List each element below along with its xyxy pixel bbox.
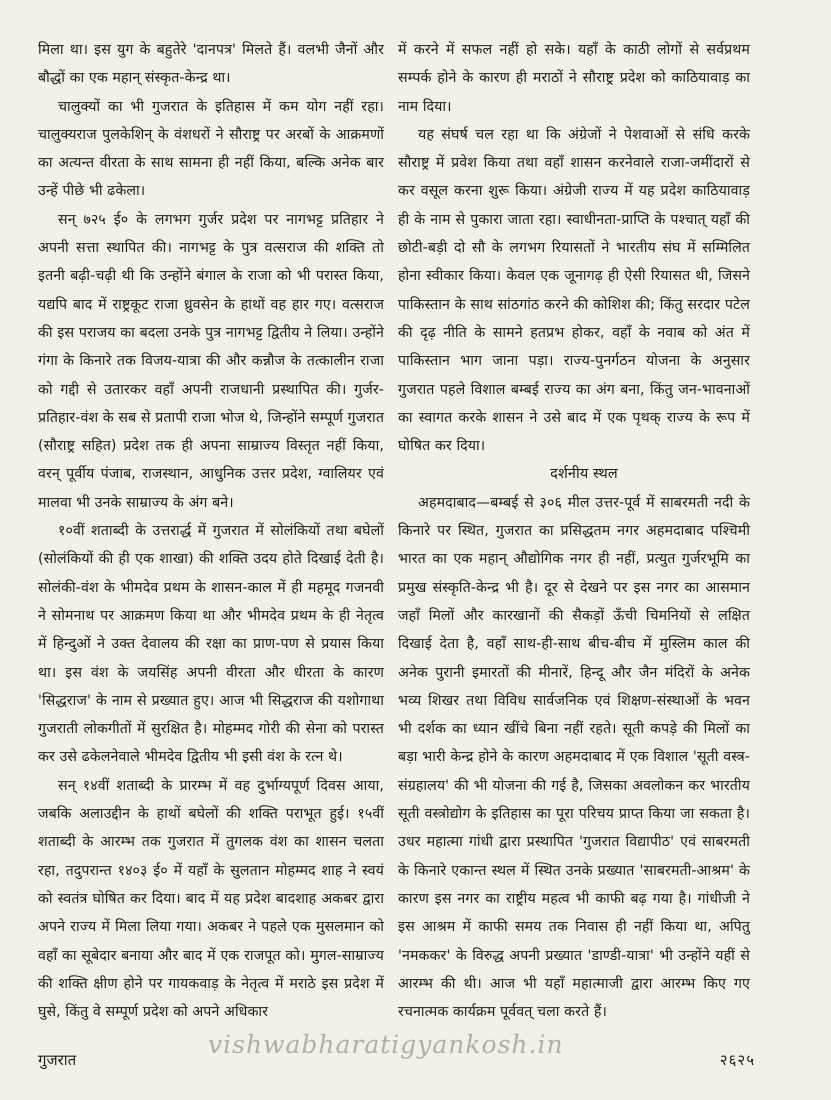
paragraph: सन् ७२५ ई० के लगभग गुर्जर प्रदेश पर नागभट्ट प्रतिहार ने अपनी सत्ता स्थापित की। नागभट्ट के पुत्र वत्सराज की शक्ति तो इतनी बढ़ी-चढ़ी थी कि उन्होंने बंगाल के राजा को भी परास्त किया, यद्यपि बाद में राष्ट्रकूट राजा ध्रुवसेन के हाथों वह हार गए। वत्सराज की इस पराजय का बदला उनके पुत्र नागभट्ट द्वितीय ने लिया। उन्होंने गंगा के किनारे तक विजय-यात्रा की और कन्नौज के तत्कालीन राजा को गद्दी से उतारकर वहाँ अपनी राजधानी प्रस्थापित की। गुर्जर-प्रतिहार-वंश के सब से प्रतापी राजा भोज थे, जिन्होंने सम्पूर्ण गुजरात (सौराष्ट्र सहित) प्रदेश तक ही अपना साम्राज्य विस्तृत नहीं किया, वरन् पूर्वीय पंजाब, राजस्थान, आधुनिक उत्तर प्रदेश, ग्वालियर एवं मालवा भी उनके साम्राज्य के अंग बने।	[38, 211, 385, 511]
paragraph: यह संघर्ष चल रहा था कि अंग्रेजों ने पेशवाओं से संधि करके सौराष्ट्र में प्रवेश किया तथा वहाँ शासन करनेवाले राजा-जमींदारों से कर वसूल करना शुरू किया। अंग्रेजी राज्य में यह प्रदेश काठियावाड़ ही के नाम से पुकारा जाता रहा। स्वाधीनता-प्राप्ति के पश्चात् यहाँ की छोटी-बड़ी दो सौ के लगभग रियासतों ने भारतीय संघ में सम्मिलित होना स्वीकार किया। केवल एक जूनागढ़ ही ऐसी रियासत थी, जिसने पाकिस्तान के साथ सांठगांठ करने की कोशिश की; किंतु सरदार पटेल की दृढ़ नीति के सामने हतप्रभ होकर, वहाँ के नवाब को अंत में पाकिस्तान भाग जाना पड़ा। राज्य-पुनर्गठन योजना के अनुसार गुजरात पहले विशाल बम्बई राज्य का अंग बना, किंतु जन-भावनाओं का स्वागत करके शासन ने उसे बाद में एक पृथक् राज्य के रूप में घोषित कर दिया।	[398, 126, 750, 455]
right-column	[398, 36, 750, 1026]
running-title: गुजरात	[38, 1051, 77, 1069]
paragraph: चालुक्यों का भी गुजरात के इतिहास में कम योग नहीं रहा। चालुक्यराज पुलकेशिन् के वंशधरों ने सौराष्ट्र पर अरबों के आक्रमणों का अत्यन्त वीरता के साथ सामना ही नहीं किया, बल्कि अनेक बार उन्हें पीछे भी ढकेला।	[38, 98, 384, 200]
paragraph: में करने में सफल नहीं हो सके। यहाँ के काठी लोगों से सर्वप्रथम सम्पर्क होने के कारण ही मराठों ने सौराष्ट्र प्रदेश को काठियावाड़ का नाम दिया।	[398, 42, 750, 115]
page-number: २६२५	[719, 1051, 755, 1069]
left-column	[38, 36, 384, 1026]
paragraph: अहमदाबाद—बम्बई से ३०६ मील उत्तर-पूर्व में साबरमती नदी के किनारे पर स्थित, गुजरात का प्रसिद्धतम नगर अहमदाबाद पश्चिमी भारत का एक महान् औद्योगिक नगर ही नहीं, प्रत्युत गुर्जरभूमि का प्रमुख संस्कृति-केन्द्र भी है। दूर से देखने पर इस नगर का आसमान जहाँ मिलों और कारखानों की सैकड़ों ऊँची चिमनियों से लक्षित दिखाई देता है, वहाँ साथ-ही-साथ बीच-बीच में मुस्लिम काल की अनेक पुरानी इमारतों की मीनारें, हिन्दू और जैन मंदिरों के अनेक भव्य शिखर तथा विविध सार्वजनिक एवं शिक्षण-संस्थाओं के भवन भी दर्शक का ध्यान खींचे बिना नहीं रहते। सूती कपड़े की मिलों का बड़ा भारी केन्द्र होने के कारण अहमदाबाद में एक विशाल 'सूती वस्त्र-संग्रहालय' की भी योजना की गई है, जिसका अवलोकन कर भारतीय सूती वस्त्रोद्योग के इतिहास का पूरा परिचय प्राप्त किया जा सकता है। उधर महात्मा गांधी द्वारा प्रस्थापित 'गुजरात विद्यापीठ' एवं साबरमती के किनारे एकान्त स्थल में स्थित उनके प्रख्यात 'साबरमती-आश्रम' के कारण इस नगर का राष्ट्रीय महत्व भी काफी बढ़ गया है। गांधीजी ने इस आश्रम में काफी समय तक निवास ही नहीं किया था, अपितु 'नमककर' के विरुद्ध अपनी प्रख्यात 'डाण्डी-यात्रा' भी उन्होंने यहीं से आरम्भ की थी। आज भी यहाँ महात्माजी द्वारा आरम्भ किए गए रचनात्मक कार्यक्रम पूर्ववत् चला करते हैं।	[398, 494, 750, 1021]
paragraph: सन् १४वीं शताब्दी के प्रारम्भ में वह दुर्भाग्यपूर्ण दिवस आया, जबकि अलाउद्दीन के हाथों बघेलों की शक्ति पराभूत हुई। १५वीं शताब्दी के आरम्भ तक गुजरात में तुगलक वंश का शासन चलता रहा, तदुपरान्त १४०३ ई० में यहाँ के सुलतान मोहम्मद शाह ने स्वयं को स्वतंत्र घोषित कर दिया। बाद में यह प्रदेश बादशाह अकबर द्वारा अपने राज्य में मिला लिया गया। अकबर ने पहले एक मुसलमान को वहाँ का सूबेदार बनाया और बाद में एक राजपूत को। मुगल-साम्राज्य की शक्ति क्षीण होने पर गायकवाड़ के नेतृत्व में मराठे इस प्रदेश में घुसे, किंतु वे सम्पूर्ण प्रदेश को अपने अधिकार	[38, 777, 384, 1021]
watermark: vishwabharatigyankosh.in	[208, 1030, 564, 1059]
paragraph: मिला था। इस युग के बहुतेरे 'दानपत्र' मिलते हैं। वलभी जैनों और बौद्धों का एक महान् संस्कृत-केन्द्र था।	[38, 42, 384, 87]
paragraph: १०वीं शताब्दी के उत्तरार्द्ध में गुजरात में सोलंकियों तथा बघेलों (सोलंकियों की ही एक शाखा) की शक्ति उदय होते दिखाई देती है। सोलंकी-वंश के भीमदेव प्रथम के शासन-काल में ही महमूद गजनवी ने सोमनाथ पर आक्रमण किया था और भीमदेव प्रथम के ही नेतृत्व में हिन्दुओं ने उक्त देवालय की रक्षा का प्राण-पण से प्रयास किया था। इस वंश के जयसिंह अपनी वीरता और धीरता के कारण 'सिद्धराज' के नाम से प्रख्यात हुए। आज भी सिद्धराज की यशोगाथा गुजराती लोकगीतों में सुरक्षित है। मोहम्मद गोरी की सेना को परास्त कर उसे ढकेलनेवाले भीमदेव द्वितीय भी इसी वंश के रत्न थे।	[38, 523, 384, 766]
section-heading: दर्शनीय स्थल	[550, 466, 618, 483]
